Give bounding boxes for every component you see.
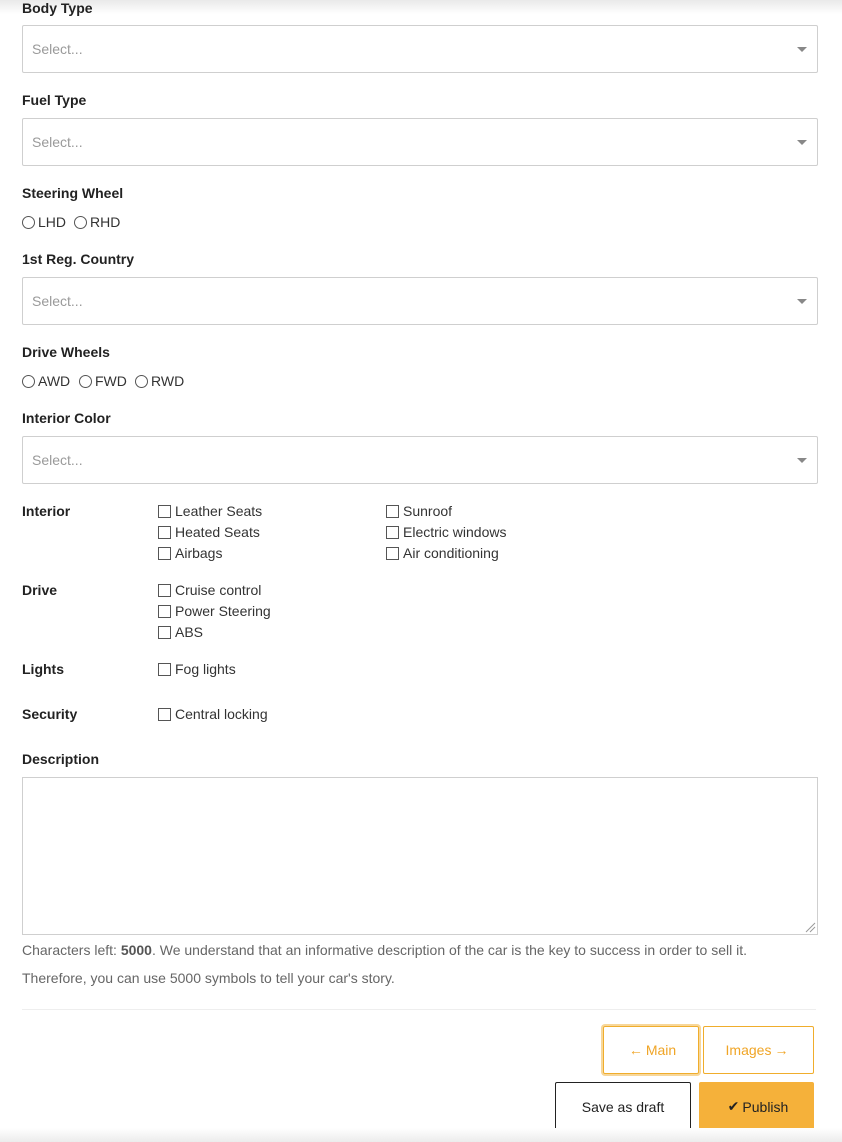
description-help-line2: Therefore, you can use 5000 symbols to tell your car's story. <box>22 970 395 986</box>
checkbox-label: Fog lights <box>175 661 236 677</box>
drive-features-label: Drive <box>22 582 58 598</box>
checkbox-electric-windows[interactable] <box>386 524 506 540</box>
publish-button[interactable] <box>699 1082 814 1131</box>
checkbox-icon[interactable] <box>158 708 171 721</box>
checkbox-label: Power Steering <box>175 603 271 619</box>
body-type-label: Body Type <box>22 0 93 16</box>
radio-fwd-label: FWD <box>95 373 127 389</box>
checkbox-label: Heated Seats <box>175 524 260 540</box>
checkbox-icon[interactable] <box>158 626 171 639</box>
lights-features-label: Lights <box>22 661 64 677</box>
publish-label: Publish <box>742 1098 789 1115</box>
checkbox-label: Airbags <box>175 545 223 561</box>
radio-rwd[interactable] <box>135 373 184 389</box>
images-button-label: Images <box>725 1042 772 1058</box>
chars-left-prefix: Characters left: <box>22 942 121 958</box>
checkbox-icon[interactable] <box>158 505 171 518</box>
radio-rwd-label: RWD <box>151 373 185 389</box>
checkbox-abs[interactable] <box>158 624 203 640</box>
radio-lhd-label: LHD <box>38 214 67 230</box>
checkbox-cruise-control[interactable] <box>158 582 261 598</box>
chars-left-count: 5000 <box>120 942 152 958</box>
checkbox-air-conditioning[interactable] <box>386 545 499 561</box>
interior-color-placeholder: Select... <box>32 452 83 468</box>
interior-features-label: Interior <box>22 503 71 519</box>
chevron-down-icon <box>797 299 807 304</box>
checkbox-label: ABS <box>175 624 204 640</box>
radio-rhd[interactable] <box>74 214 120 230</box>
checkbox-icon[interactable] <box>158 547 171 560</box>
checkbox-icon[interactable] <box>386 547 399 560</box>
description-help-line1 <box>22 942 747 958</box>
radio-fwd[interactable] <box>79 373 127 389</box>
divider <box>22 1009 816 1010</box>
radio-circle-icon[interactable] <box>135 375 148 388</box>
checkbox-label: Air conditioning <box>403 545 499 561</box>
radio-circle-icon[interactable] <box>79 375 92 388</box>
interior-color-label: Interior Color <box>22 410 111 426</box>
checkbox-icon[interactable] <box>386 526 399 539</box>
chars-left-suffix: . We understand that an informative description of the car is the key to success in order to sell it. <box>151 942 748 958</box>
checkbox-icon[interactable] <box>158 584 171 597</box>
radio-circle-icon[interactable] <box>74 216 87 229</box>
body-type-select[interactable] <box>22 25 818 73</box>
checkbox-icon[interactable] <box>158 526 171 539</box>
chevron-down-icon <box>797 458 807 463</box>
save-draft-label: Save as draft <box>581 1098 665 1115</box>
radio-circle-icon[interactable] <box>22 216 35 229</box>
resize-handle-icon[interactable] <box>804 921 816 933</box>
arrow-right-icon: → <box>774 1042 789 1058</box>
checkbox-label: Electric windows <box>403 524 507 540</box>
body-type-placeholder: Select... <box>32 41 83 57</box>
drive-wheels-label: Drive Wheels <box>22 344 110 360</box>
radio-rhd-label: RHD <box>90 214 121 230</box>
checkbox-fog-lights[interactable] <box>158 661 236 677</box>
steering-wheel-label: Steering Wheel <box>22 185 124 201</box>
checkbox-icon[interactable] <box>158 605 171 618</box>
checkbox-heated-seats[interactable] <box>158 524 260 540</box>
images-tab-button[interactable] <box>703 1026 814 1074</box>
checkbox-power-steering[interactable] <box>158 603 271 619</box>
reg-country-select[interactable] <box>22 277 818 325</box>
checkbox-sunroof[interactable] <box>386 503 452 519</box>
radio-lhd[interactable] <box>22 214 66 230</box>
main-button-label: Main <box>645 1042 677 1058</box>
checkbox-label: Leather Seats <box>175 503 263 519</box>
reg-country-label: 1st Reg. Country <box>22 251 135 267</box>
checkbox-label: Central locking <box>175 706 268 722</box>
fuel-type-label: Fuel Type <box>22 92 87 108</box>
fuel-type-placeholder: Select... <box>32 134 83 150</box>
bottom-shadow <box>0 1128 842 1142</box>
chevron-down-icon <box>797 47 807 52</box>
reg-country-placeholder: Select... <box>32 293 83 309</box>
checkbox-airbags[interactable] <box>158 545 222 561</box>
checkbox-icon[interactable] <box>158 663 171 676</box>
main-tab-button[interactable] <box>603 1026 699 1074</box>
fuel-type-select[interactable] <box>22 118 818 166</box>
arrow-left-icon: ← <box>628 1042 643 1058</box>
checkbox-icon[interactable] <box>386 505 399 518</box>
description-label: Description <box>22 751 100 767</box>
checkbox-label: Cruise control <box>175 582 262 598</box>
checkmark-icon: ✔ <box>727 1098 740 1114</box>
checkbox-label: Sunroof <box>403 503 453 519</box>
chevron-down-icon <box>797 140 807 145</box>
checkbox-central-locking[interactable] <box>158 706 268 722</box>
save-draft-button[interactable] <box>555 1082 691 1131</box>
top-shadow <box>0 0 842 14</box>
radio-circle-icon[interactable] <box>22 375 35 388</box>
radio-awd[interactable] <box>22 373 70 389</box>
checkbox-leather-seats[interactable] <box>158 503 262 519</box>
security-features-label: Security <box>22 706 78 722</box>
description-textarea[interactable] <box>22 777 818 935</box>
radio-awd-label: AWD <box>38 373 71 389</box>
interior-color-select[interactable] <box>22 436 818 484</box>
